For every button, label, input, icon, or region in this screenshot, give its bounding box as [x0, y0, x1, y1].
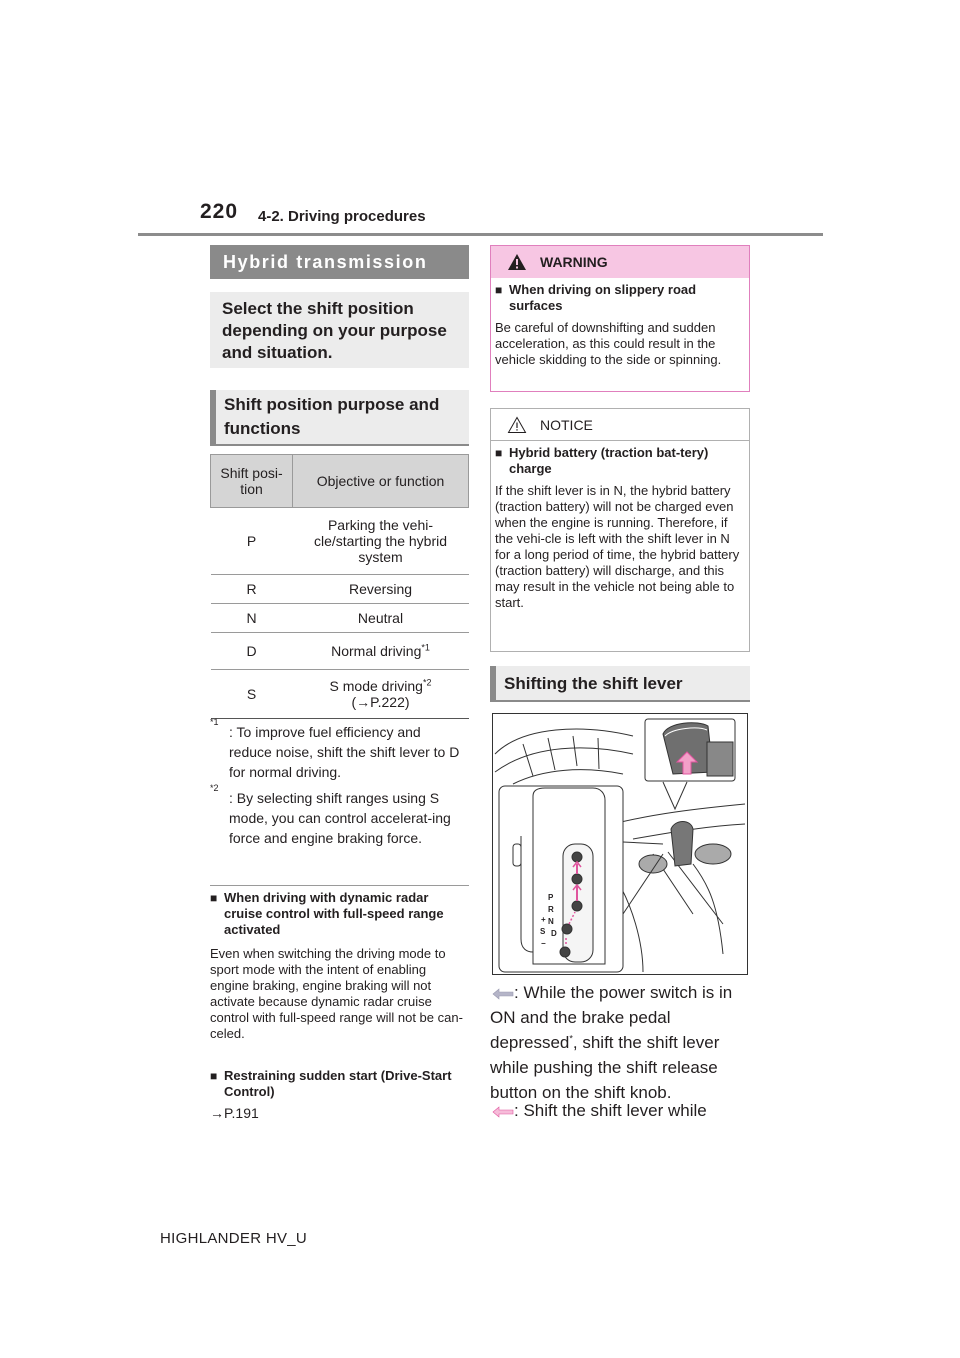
caution-triangle-icon [507, 416, 527, 434]
dynamic-radar-heading-text: When driving with dynamic radar cruise control with full-speed range activated [224, 890, 444, 937]
function-text: Normal driving [331, 643, 422, 659]
footnote-2: *2 : By selecting shift ranges using S mode, you can control accelerat-ing force and engine braking force. [210, 788, 465, 848]
restraining-page-ref: →P.191 [210, 1105, 259, 1121]
instruction-1-text-a: : While the power switch is in ON and the brake pedal depressed [490, 983, 733, 1052]
section-title: 4-2. Driving procedures [258, 208, 426, 225]
notice-label: NOTICE [540, 417, 593, 433]
instruction-1 [490, 980, 750, 1105]
bullet-icon: ■ [210, 1069, 218, 1083]
notice-header [491, 409, 749, 441]
warning-body: Be careful of downshifting and sudden acceleration, as this could result in the vehicle skidding to the side or spinning. [495, 320, 722, 367]
table-header-function: Objective or function [293, 455, 469, 508]
shifting-lever-heading: Shifting the shift lever [490, 666, 750, 701]
function-cell [293, 670, 469, 719]
header-rule [138, 233, 823, 236]
footnote-text: : To improve fuel efficiency and reduce noise, shift the shift lever to D for normal driving. [229, 724, 460, 780]
footnote-ref: *2 [422, 677, 432, 688]
footer-model: HIGHLANDER HV_U [160, 1230, 308, 1247]
footnote-1: *1 : To improve fuel efficiency and reduce noise, shift the shift lever to D for normal driving. [210, 722, 465, 782]
table-row [211, 604, 469, 633]
gate-s: S [540, 927, 546, 936]
table-header-position: Shift posi-tion [211, 455, 293, 508]
gate-letter-p: P [548, 893, 554, 902]
gate-letter-d: D [551, 929, 557, 938]
restraining-heading [210, 1068, 465, 1100]
heading-underline [490, 700, 750, 702]
bullet-icon: ■ [495, 283, 503, 297]
function-text: S mode driving [329, 678, 423, 694]
position-cell: P [211, 508, 293, 575]
hybrid-transmission-title: Hybrid transmission [210, 245, 469, 279]
function-cell [293, 633, 469, 670]
gate-plus: + [541, 915, 546, 924]
select-shift-intro: Select the shift position depending on your purpose and situation. [210, 292, 469, 368]
notice-heading [495, 445, 740, 477]
notice-body: If the shift lever is in N, the hybrid battery (traction battery) will not be charged even when the engine is running. Therefore, if the vehi-cle is left with the shift lever in N for a long period of time, the hybrid battery (traction battery) will discharge, and this may result in the vehicle not being able to start. [495, 483, 740, 610]
footnote-ref: * [569, 1033, 573, 1044]
shift-position-table [210, 454, 469, 719]
instruction-1-text-b: , shift the shift lever while pushing the shift release button on the shift knob. [490, 1033, 720, 1102]
position-cell: N [211, 604, 293, 633]
section-divider [210, 885, 469, 886]
shift-lever-illustration [492, 713, 748, 975]
warning-label: WARNING [540, 254, 608, 270]
bullet-icon: ■ [495, 446, 503, 460]
instruction-2 [490, 1098, 750, 1123]
function-cell: Parking the vehi-cle/starting the hybrid system [293, 508, 469, 575]
function-cell: Neutral [293, 604, 469, 633]
warning-triangle-icon [507, 253, 527, 271]
notice-box [490, 408, 750, 652]
table-row [211, 670, 469, 719]
warning-heading [495, 282, 740, 314]
gate-letter-r: R [548, 905, 554, 914]
page-reference: (→P.222) [351, 694, 410, 710]
gate-minus: − [541, 939, 546, 948]
left-arrow-grey-icon [492, 988, 514, 1000]
warning-box [490, 245, 750, 392]
function-cell: Reversing [293, 575, 469, 604]
left-arrow-pink-icon [492, 1106, 514, 1118]
table-row [211, 508, 469, 575]
dynamic-radar-body: Even when switching the driving mode to sport mode with the intent of enabling engine braking, engine braking will not activate because dynamic radar cruise control with full-speed range will not be can-celed. [210, 946, 463, 1041]
dynamic-radar-heading [210, 890, 465, 938]
footnote-text: : By selecting shift ranges using S mode, you can control accelerat-ing force and engine braking force. [229, 790, 451, 846]
table-row [211, 633, 469, 670]
heading-underline [210, 444, 469, 446]
notice-heading-text: Hybrid battery (traction bat-tery) charge [509, 445, 709, 476]
instruction-2-text: : Shift the shift lever while [514, 1101, 707, 1120]
warning-heading-text: When driving on slippery road surfaces [509, 282, 697, 313]
shift-lever-drawing [493, 714, 747, 974]
shift-purpose-heading: Shift position purpose and functions [210, 390, 469, 445]
footnote-ref: *1 [421, 642, 430, 653]
page-number: 220 [200, 200, 239, 223]
bullet-icon: ■ [210, 891, 218, 905]
position-cell: S [211, 670, 293, 719]
restraining-heading-text: Restraining sudden start (Drive-Start Control) [224, 1068, 452, 1099]
table-row [211, 575, 469, 604]
warning-header [491, 246, 749, 278]
position-cell: R [211, 575, 293, 604]
table-header-row [211, 455, 469, 508]
position-cell: D [211, 633, 293, 670]
gate-letter-n: N [548, 917, 554, 926]
